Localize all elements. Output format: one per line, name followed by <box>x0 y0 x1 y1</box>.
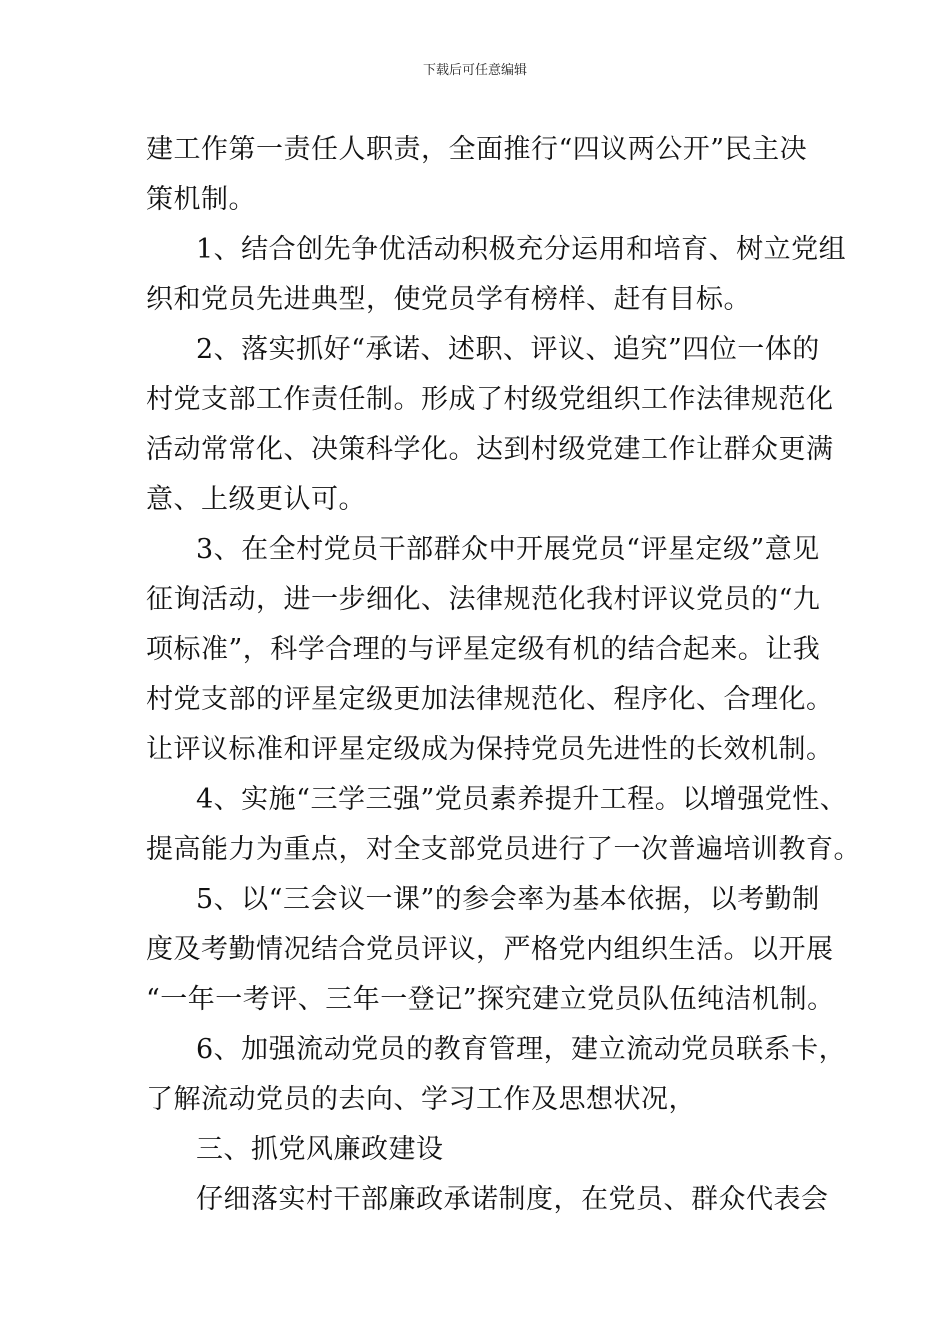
text-line: 了解流动党员的去向、学习工作及思想状况， <box>146 1084 696 1115</box>
text-line: 4、实施“三学三强”党员素养提升工程。以增强党性、 <box>196 784 848 815</box>
text-line: 仔细落实村干部廉政承诺制度，在党员、群众代表会 <box>196 1184 829 1215</box>
text-line: 村党支部的评星定级更加法律规范化、程序化、合理化。 <box>146 684 834 715</box>
text-line: 6、加强流动党员的教育管理，建立流动党员联系卡， <box>196 1034 847 1065</box>
text-line: 1、结合创先争优活动积极充分运用和培育、树立党组 <box>196 234 847 265</box>
text-line: 项标准”，科学合理的与评星定级有机的结合起来。让我 <box>146 634 821 665</box>
text-line: 村党支部工作责任制。形成了村级党组织工作法律规范化 <box>146 384 834 415</box>
text-line: 让评议标准和评星定级成为保持党员先进性的长效机制。 <box>146 734 834 765</box>
page-header: 下载后可任意编辑 <box>422 63 527 78</box>
text-line: 2、落实抓好“承诺、述职、评议、追究”四位一体的 <box>196 334 820 365</box>
text-line: 意、上级更认可。 <box>146 484 366 515</box>
text-line: 织和党员先进典型，使党员学有榜样、赶有目标。 <box>146 284 751 315</box>
text-line: 活动常常化、决策科学化。达到村级党建工作让群众更满 <box>146 434 834 465</box>
section-heading: 三、抓党风廉政建设 <box>196 1134 444 1165</box>
text-line: “一年一考评、三年一登记”探究建立党员队伍纯洁机制。 <box>146 984 835 1015</box>
text-line: 策机制。 <box>146 184 256 215</box>
text-line: 5、以“三会议一课”的参会率为基本依据，以考勤制 <box>196 884 820 915</box>
text-line: 3、在全村党员干部群众中开展党员“评星定级”意见 <box>196 534 820 565</box>
text-line: 提高能力为重点，对全支部党员进行了一次普遍培训教育。 <box>146 834 861 865</box>
text-line: 度及考勤情况结合党员评议，严格党内组织生活。以开展 <box>146 934 834 965</box>
text-line: 征询活动，进一步细化、法律规范化我村评议党员的“九 <box>146 584 821 615</box>
text-line: 建工作第一责任人职责，全面推行“四议两公开”民主决 <box>146 134 808 165</box>
